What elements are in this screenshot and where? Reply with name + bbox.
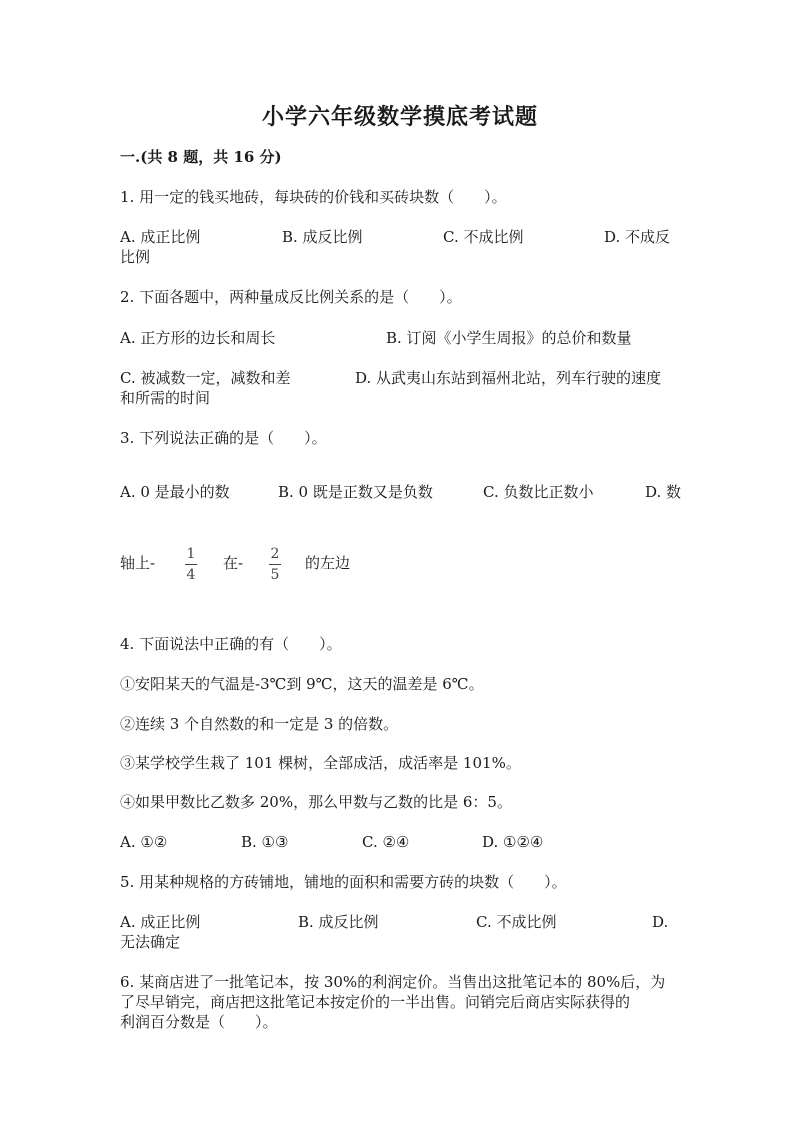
fraction-one-quarter xyxy=(183,545,199,584)
question-2-option-c: C. 被减数一定，减数和差 xyxy=(120,369,291,387)
question-1-option-b: B. 成反比例 xyxy=(282,228,363,246)
question-5-option-d: D. xyxy=(652,913,669,931)
question-4-stem: 4. 下面说法中正确的有（ ）。 xyxy=(120,635,342,653)
question-2-option-b: B. 订阅《小学生周报》的总价和数量 xyxy=(386,329,632,347)
question-6-line-1: 6. 某商店进了一批笔记本，按 30%的利润定价。当售出这批笔记本的 80%后，为 xyxy=(120,973,666,991)
question-4-option-b: B. ①③ xyxy=(241,833,289,851)
question-3-option-d-prefix: 轴上- xyxy=(120,554,156,572)
question-4-statement-2: ②连续 3 个自然数的和一定是 3 的倍数。 xyxy=(120,715,399,733)
question-4-option-d: D. ①②④ xyxy=(482,833,544,851)
question-3-stem: 3. 下列说法正确的是（ ）。 xyxy=(120,429,327,447)
fraction-numerator: 1 xyxy=(186,546,196,562)
question-4-statement-4: ④如果甲数比乙数多 20%，那么甲数与乙数的比是 6：5。 xyxy=(120,793,512,811)
question-2-option-a: A. 正方形的边长和周长 xyxy=(120,329,276,347)
question-2-stem: 2. 下面各题中，两种量成反比例关系的是（ ）。 xyxy=(120,288,462,306)
fraction-bar xyxy=(185,564,197,565)
fraction-numerator: 2 xyxy=(270,546,280,562)
question-4-option-c: C. ②④ xyxy=(362,833,410,851)
question-4-statement-1: ①安阳某天的气温是-3℃到 9℃，这天的温差是 6℃。 xyxy=(120,675,484,693)
page-title: 小学六年级数学摸底考试题 xyxy=(261,104,538,130)
fraction-two-fifths xyxy=(267,545,283,584)
question-4-statement-3: ③某学校学生栽了 101 棵树，全部成活，成活率是 101%。 xyxy=(120,754,521,772)
question-3-option-b: B. 0 既是正数又是负数 xyxy=(278,483,433,501)
question-5-stem: 5. 用某种规格的方砖铺地，铺地的面积和需要方砖的块数（ ）。 xyxy=(120,873,567,891)
fraction-denominator: 4 xyxy=(186,567,196,583)
question-1-stem: 1. 用一定的钱买地砖，每块砖的价钱和买砖块数（ ）。 xyxy=(120,188,507,206)
fraction-denominator: 5 xyxy=(270,567,280,583)
question-3-option-a: A. 0 是最小的数 xyxy=(120,483,230,501)
question-1-option-c: C. 不成比例 xyxy=(443,228,524,246)
question-1-option-d-cont: 比例 xyxy=(120,248,151,266)
question-5-option-a: A. 成正比例 xyxy=(120,913,201,931)
question-1-option-d: D. 不成反 xyxy=(604,228,671,246)
fraction-bar xyxy=(269,564,281,565)
question-6-line-3: 利润百分数是（ ）。 xyxy=(120,1013,278,1031)
question-3-option-d-mid: 在- xyxy=(223,554,244,572)
section-header: 一.(共 8 题，共 16 分) xyxy=(120,148,282,166)
question-3-option-c: C. 负数比正数小 xyxy=(483,483,594,501)
question-5-option-d-cont: 无法确定 xyxy=(120,933,181,951)
question-2-option-d: D. 从武夷山东站到福州北站，列车行驶的速度 xyxy=(355,369,662,387)
question-3-option-d-suffix: 的左边 xyxy=(305,554,351,572)
question-3-option-d: D. 数 xyxy=(645,483,682,501)
question-5-option-b: B. 成反比例 xyxy=(298,913,379,931)
question-5-option-c: C. 不成比例 xyxy=(476,913,557,931)
question-6-line-2: 了尽早销完，商店把这批笔记本按定价的一半出售。问销完后商店实际获得的 xyxy=(120,993,631,1011)
question-2-option-d-cont: 和所需的时间 xyxy=(120,389,211,407)
question-1-option-a: A. 成正比例 xyxy=(120,228,201,246)
question-4-option-a: A. ①② xyxy=(120,833,168,851)
